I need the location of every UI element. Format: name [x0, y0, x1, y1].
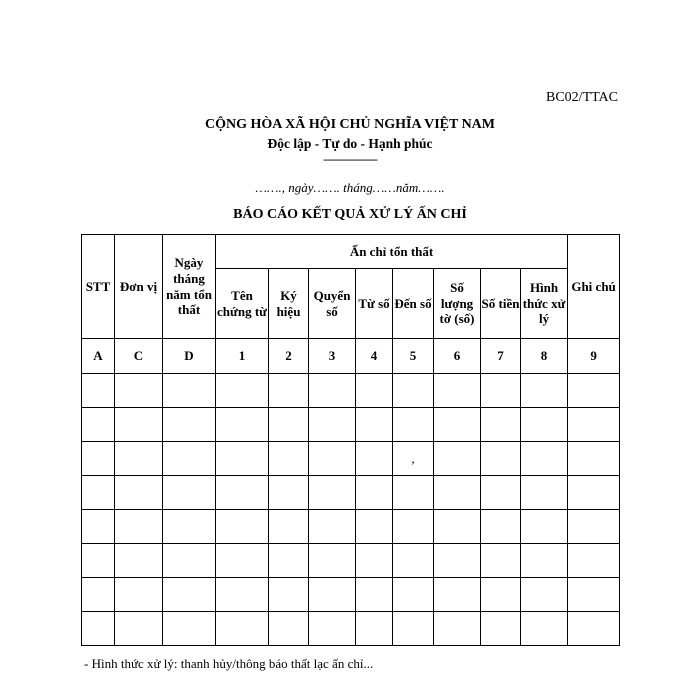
table-cell — [521, 544, 568, 578]
table-cell — [309, 476, 356, 510]
table-cell — [269, 442, 309, 476]
table-cell — [568, 510, 620, 544]
column-code: 8 — [521, 339, 568, 374]
header-den-so: Đến số — [393, 269, 434, 339]
header-ten-chung-tu: Tên chứng từ — [216, 269, 269, 339]
table-cell — [163, 442, 216, 476]
table-cell — [82, 578, 115, 612]
table-cell — [269, 612, 309, 646]
table-cell — [521, 612, 568, 646]
table-cell — [115, 510, 163, 544]
column-code: 9 — [568, 339, 620, 374]
header-so-tien: Số tiền — [481, 269, 521, 339]
table-cell — [521, 578, 568, 612]
table-cell — [163, 510, 216, 544]
table-cell — [434, 578, 481, 612]
column-code: 5 — [393, 339, 434, 374]
table-cell — [356, 510, 393, 544]
table-cell — [163, 476, 216, 510]
table-row — [82, 442, 620, 476]
table-cell — [269, 578, 309, 612]
table-cell — [434, 510, 481, 544]
table-cell — [393, 612, 434, 646]
table-cell — [115, 408, 163, 442]
table-cell — [163, 544, 216, 578]
table-cell — [216, 510, 269, 544]
table-cell — [269, 544, 309, 578]
table-row — [82, 374, 620, 408]
table-cell — [481, 442, 521, 476]
table-row — [82, 510, 620, 544]
table-cell — [568, 476, 620, 510]
table-cell — [481, 544, 521, 578]
table-cell — [434, 544, 481, 578]
header-stt: STT — [82, 235, 115, 339]
national-title: CỘNG HÒA XÃ HỘI CHỦ NGHĨA VIỆT NAM — [204, 117, 495, 132]
table-cell — [309, 510, 356, 544]
table-cell — [115, 374, 163, 408]
table-cell — [309, 442, 356, 476]
table-cell — [481, 374, 521, 408]
table-cell — [163, 578, 216, 612]
table-cell — [568, 612, 620, 646]
header-don-vi: Đơn vị — [115, 235, 163, 339]
header-ghi-chu: Ghi chú — [568, 235, 620, 339]
table-cell — [393, 374, 434, 408]
table-cell — [434, 442, 481, 476]
column-code: 1 — [216, 339, 269, 374]
table-cell — [163, 408, 216, 442]
header-hinh-thuc: Hình thức xử lý — [521, 269, 568, 339]
column-code: 7 — [481, 339, 521, 374]
form-code: BC02/TTAC — [546, 90, 618, 105]
divider-line: ------------------ — [323, 152, 377, 166]
table-row — [82, 578, 620, 612]
table-cell — [568, 374, 620, 408]
table-cell — [115, 476, 163, 510]
table-cell — [269, 374, 309, 408]
table-cell — [521, 442, 568, 476]
table-cell — [216, 544, 269, 578]
national-motto: Độc lập - Tự do - Hạnh phúc — [267, 136, 433, 151]
table-cell — [115, 578, 163, 612]
table-cell — [309, 578, 356, 612]
table-cell — [356, 374, 393, 408]
table-cell — [82, 544, 115, 578]
table-cell — [356, 476, 393, 510]
date-line: ……., ngày……. tháng……năm……. — [255, 180, 445, 195]
column-code: 2 — [269, 339, 309, 374]
column-code: C — [115, 339, 163, 374]
table-cell — [393, 510, 434, 544]
table-cell — [568, 544, 620, 578]
report-table — [81, 234, 620, 646]
table-cell — [269, 510, 309, 544]
table-cell — [434, 612, 481, 646]
table-cell — [393, 408, 434, 442]
table-cell — [521, 408, 568, 442]
table-cell — [481, 510, 521, 544]
table-cell — [309, 544, 356, 578]
table-cell — [568, 442, 620, 476]
table-cell — [216, 612, 269, 646]
report-title: BÁO CÁO KẾT QUẢ XỬ LÝ ẤN CHỈ — [233, 207, 467, 222]
table-cell — [82, 374, 115, 408]
table-cell — [481, 476, 521, 510]
table-cell — [115, 544, 163, 578]
header-ngay-thang: Ngày tháng năm tổn thất — [163, 235, 216, 339]
column-code: 3 — [309, 339, 356, 374]
table-cell — [434, 408, 481, 442]
table-cell — [269, 408, 309, 442]
table-cell — [216, 476, 269, 510]
table-cell — [309, 374, 356, 408]
table-cell — [481, 408, 521, 442]
table-cell — [568, 408, 620, 442]
table-cell — [82, 510, 115, 544]
table-cell — [393, 578, 434, 612]
table-cell — [521, 476, 568, 510]
table-cell — [82, 476, 115, 510]
table-cell — [163, 612, 216, 646]
table-cell — [82, 442, 115, 476]
table-cell — [481, 578, 521, 612]
header-quyen-so: Quyển số — [309, 269, 356, 339]
table-cell — [521, 510, 568, 544]
table-cell — [356, 578, 393, 612]
table-cell — [216, 408, 269, 442]
column-code: 4 — [356, 339, 393, 374]
table-cell — [481, 612, 521, 646]
table-cell — [82, 612, 115, 646]
table-cell — [163, 374, 216, 408]
table-cell — [356, 612, 393, 646]
table-cell — [269, 476, 309, 510]
column-code: 6 — [434, 339, 481, 374]
table-row — [82, 612, 620, 646]
table-cell — [434, 476, 481, 510]
table-row — [82, 544, 620, 578]
table-cell — [521, 374, 568, 408]
table-cell — [216, 442, 269, 476]
table-cell — [115, 612, 163, 646]
footer-note: - Hình thức xử lý: thanh hủy/thông báo thất lạc ấn chỉ... — [84, 656, 374, 671]
column-code-row — [82, 339, 620, 374]
table-cell — [434, 374, 481, 408]
header-tu-so: Từ số — [356, 269, 393, 339]
header-group-an-chi-ton-that: Ấn chỉ tổn thất — [216, 235, 568, 269]
header-so-luong: Số lượng tờ (số) — [434, 269, 481, 339]
table-cell — [356, 442, 393, 476]
data-rows — [82, 374, 620, 646]
header-ky-hieu: Ký hiệu — [269, 269, 309, 339]
table-row — [82, 408, 620, 442]
column-code: D — [163, 339, 216, 374]
table-cell — [568, 578, 620, 612]
table-cell — [309, 408, 356, 442]
column-code: A — [82, 339, 115, 374]
table-cell: , — [393, 442, 434, 476]
table-cell — [356, 544, 393, 578]
table-cell — [356, 408, 393, 442]
table-cell — [216, 374, 269, 408]
table-cell — [393, 544, 434, 578]
table-row — [82, 476, 620, 510]
table-cell — [115, 442, 163, 476]
table-cell — [393, 476, 434, 510]
table-cell — [82, 408, 115, 442]
table-cell — [309, 612, 356, 646]
table-cell — [216, 578, 269, 612]
